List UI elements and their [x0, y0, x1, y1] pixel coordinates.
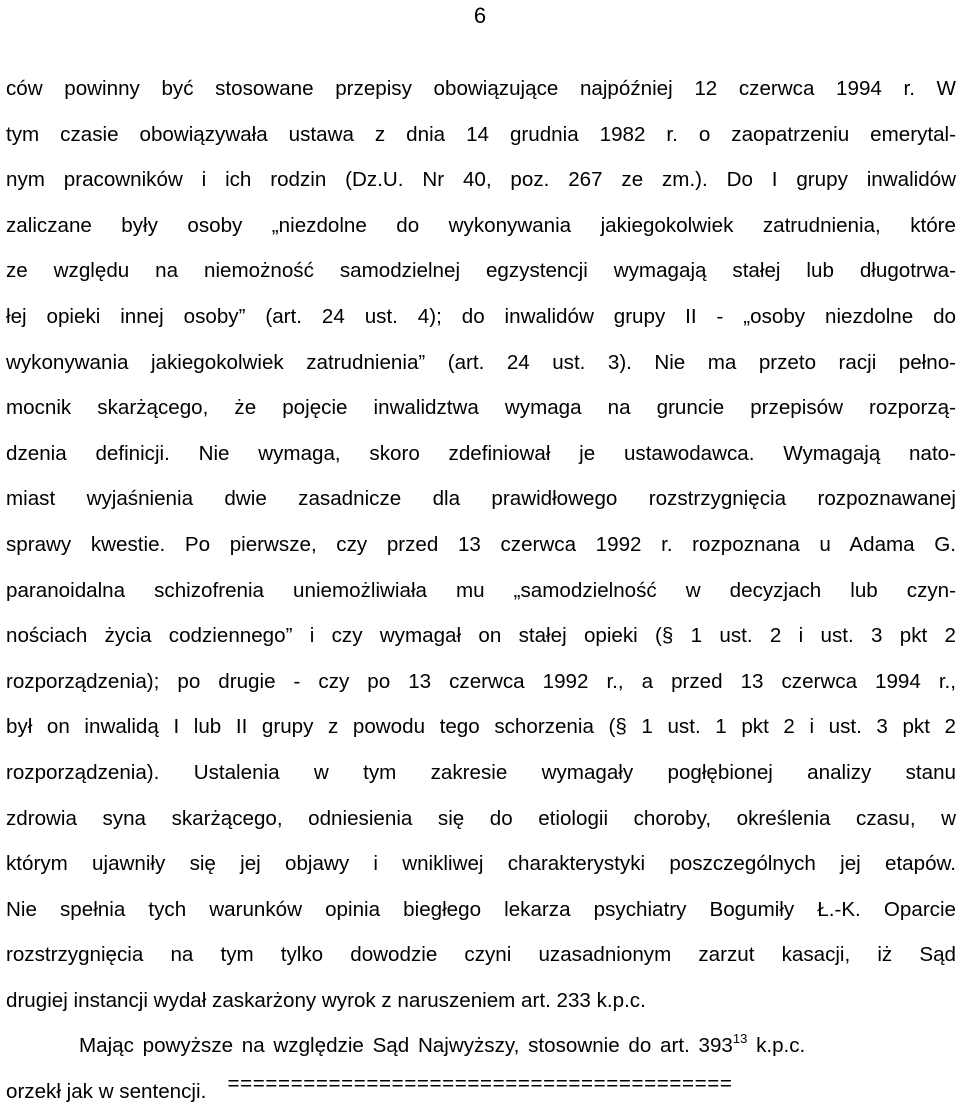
text-line: którym ujawniły się jej objawy i wnikliwej charakterystyki poszczególnych jej etapów. — [6, 852, 956, 876]
closing-text: Mając powyższe na względzie Sąd Najwyższy, stosownie do art. 393 — [79, 1034, 733, 1058]
text-line: nym pracowników i ich rodzin (Dz.U. Nr 40, poz. 267 ze zm.). Do I grupy inwalidów — [6, 168, 956, 192]
text-line: miast wyjaśnienia dwie zasadnicze dla prawidłowego rozstrzygnięcia rozpoznawanej — [6, 487, 956, 511]
separator-line: ======================================== — [227, 1072, 733, 1095]
text-line: łej opieki innej osoby” (art. 24 ust. 4); do inwalidów grupy II - „osoby niezdolne do — [6, 304, 956, 328]
text-line: zaliczane były osoby „niezdolne do wykonywania jakiegokolwiek zatrudnienia, które — [6, 213, 956, 237]
closing-text-tail: k.p.c. — [747, 1034, 806, 1058]
closing-last-line: orzekł jak w sentencji. — [6, 1080, 207, 1104]
text-line: wykonywania jakiegokolwiek zatrudnienia” (art. 24 ust. 3). Nie ma przeto racji pełno- — [6, 350, 956, 374]
text-line: paranoidalna schizofrenia uniemożliwiała mu „samodzielność w decyzjach lub czyn- — [6, 578, 956, 602]
text-line: ców powinny być stosowane przepisy obowiązujące najpóźniej 12 czerwca 1994 r. W — [6, 77, 956, 100]
text-line: rozporządzenia); po drugie - czy po 13 czerwca 1992 r., a przed 13 czerwca 1994 r., — [6, 669, 956, 693]
text-line: sprawy kwestie. Po pierwsze, czy przed 13 czerwca 1992 r. rozpoznana u Adama G. — [6, 532, 956, 556]
text-line: dzenia definicji. Nie wymaga, skoro zdefiniował je ustawodawca. Wymagają nato- — [6, 441, 956, 465]
article-superscript: 13 — [732, 1031, 748, 1047]
text-line: ze względu na niemożność samodzielnej egzystencji wymagają stałej lub długotrwa- — [6, 259, 956, 283]
text-line: mocnik skarżącego, że pojęcie inwalidztwa wymaga na gruncie przepisów rozporzą- — [6, 396, 956, 420]
text-line: zdrowia syna skarżącego, odniesienia się do etiologii choroby, określenia czasu, w — [6, 806, 956, 830]
text-line: nościach życia codziennego” i czy wymagał on stałej opieki (§ 1 ust. 2 i ust. 3 pkt 2 — [6, 624, 956, 648]
body-text — [6, 66, 956, 1115]
closing-paragraph-first-line — [6, 1023, 956, 1069]
text-line: rozstrzygnięcia na tym tylko dowodzie czyni uzasadnionym zarzut kasacji, iż Sąd — [6, 943, 956, 967]
text-line: rozporządzenia). Ustalenia w tym zakresie wymagały pogłębionej analizy stanu — [6, 760, 956, 784]
text-line: był on inwalidą I lub II grupy z powodu tego schorzenia (§ 1 ust. 1 pkt 2 i ust. 3 pkt 2 — [6, 715, 956, 739]
page-number: 6 — [473, 3, 487, 28]
text-line: drugiej instancji wydał zaskarżony wyrok z naruszeniem art. 233 k.p.c. — [6, 988, 646, 1012]
text-line: tym czasie obowiązywała ustawa z dnia 14 grudnia 1982 r. o zaopatrzeniu emerytal- — [6, 122, 956, 146]
text-line: Nie spełnia tych warunków opinia biegłego lekarza psychiatry Bogumiły Ł.-K. Oparcie — [6, 897, 956, 921]
